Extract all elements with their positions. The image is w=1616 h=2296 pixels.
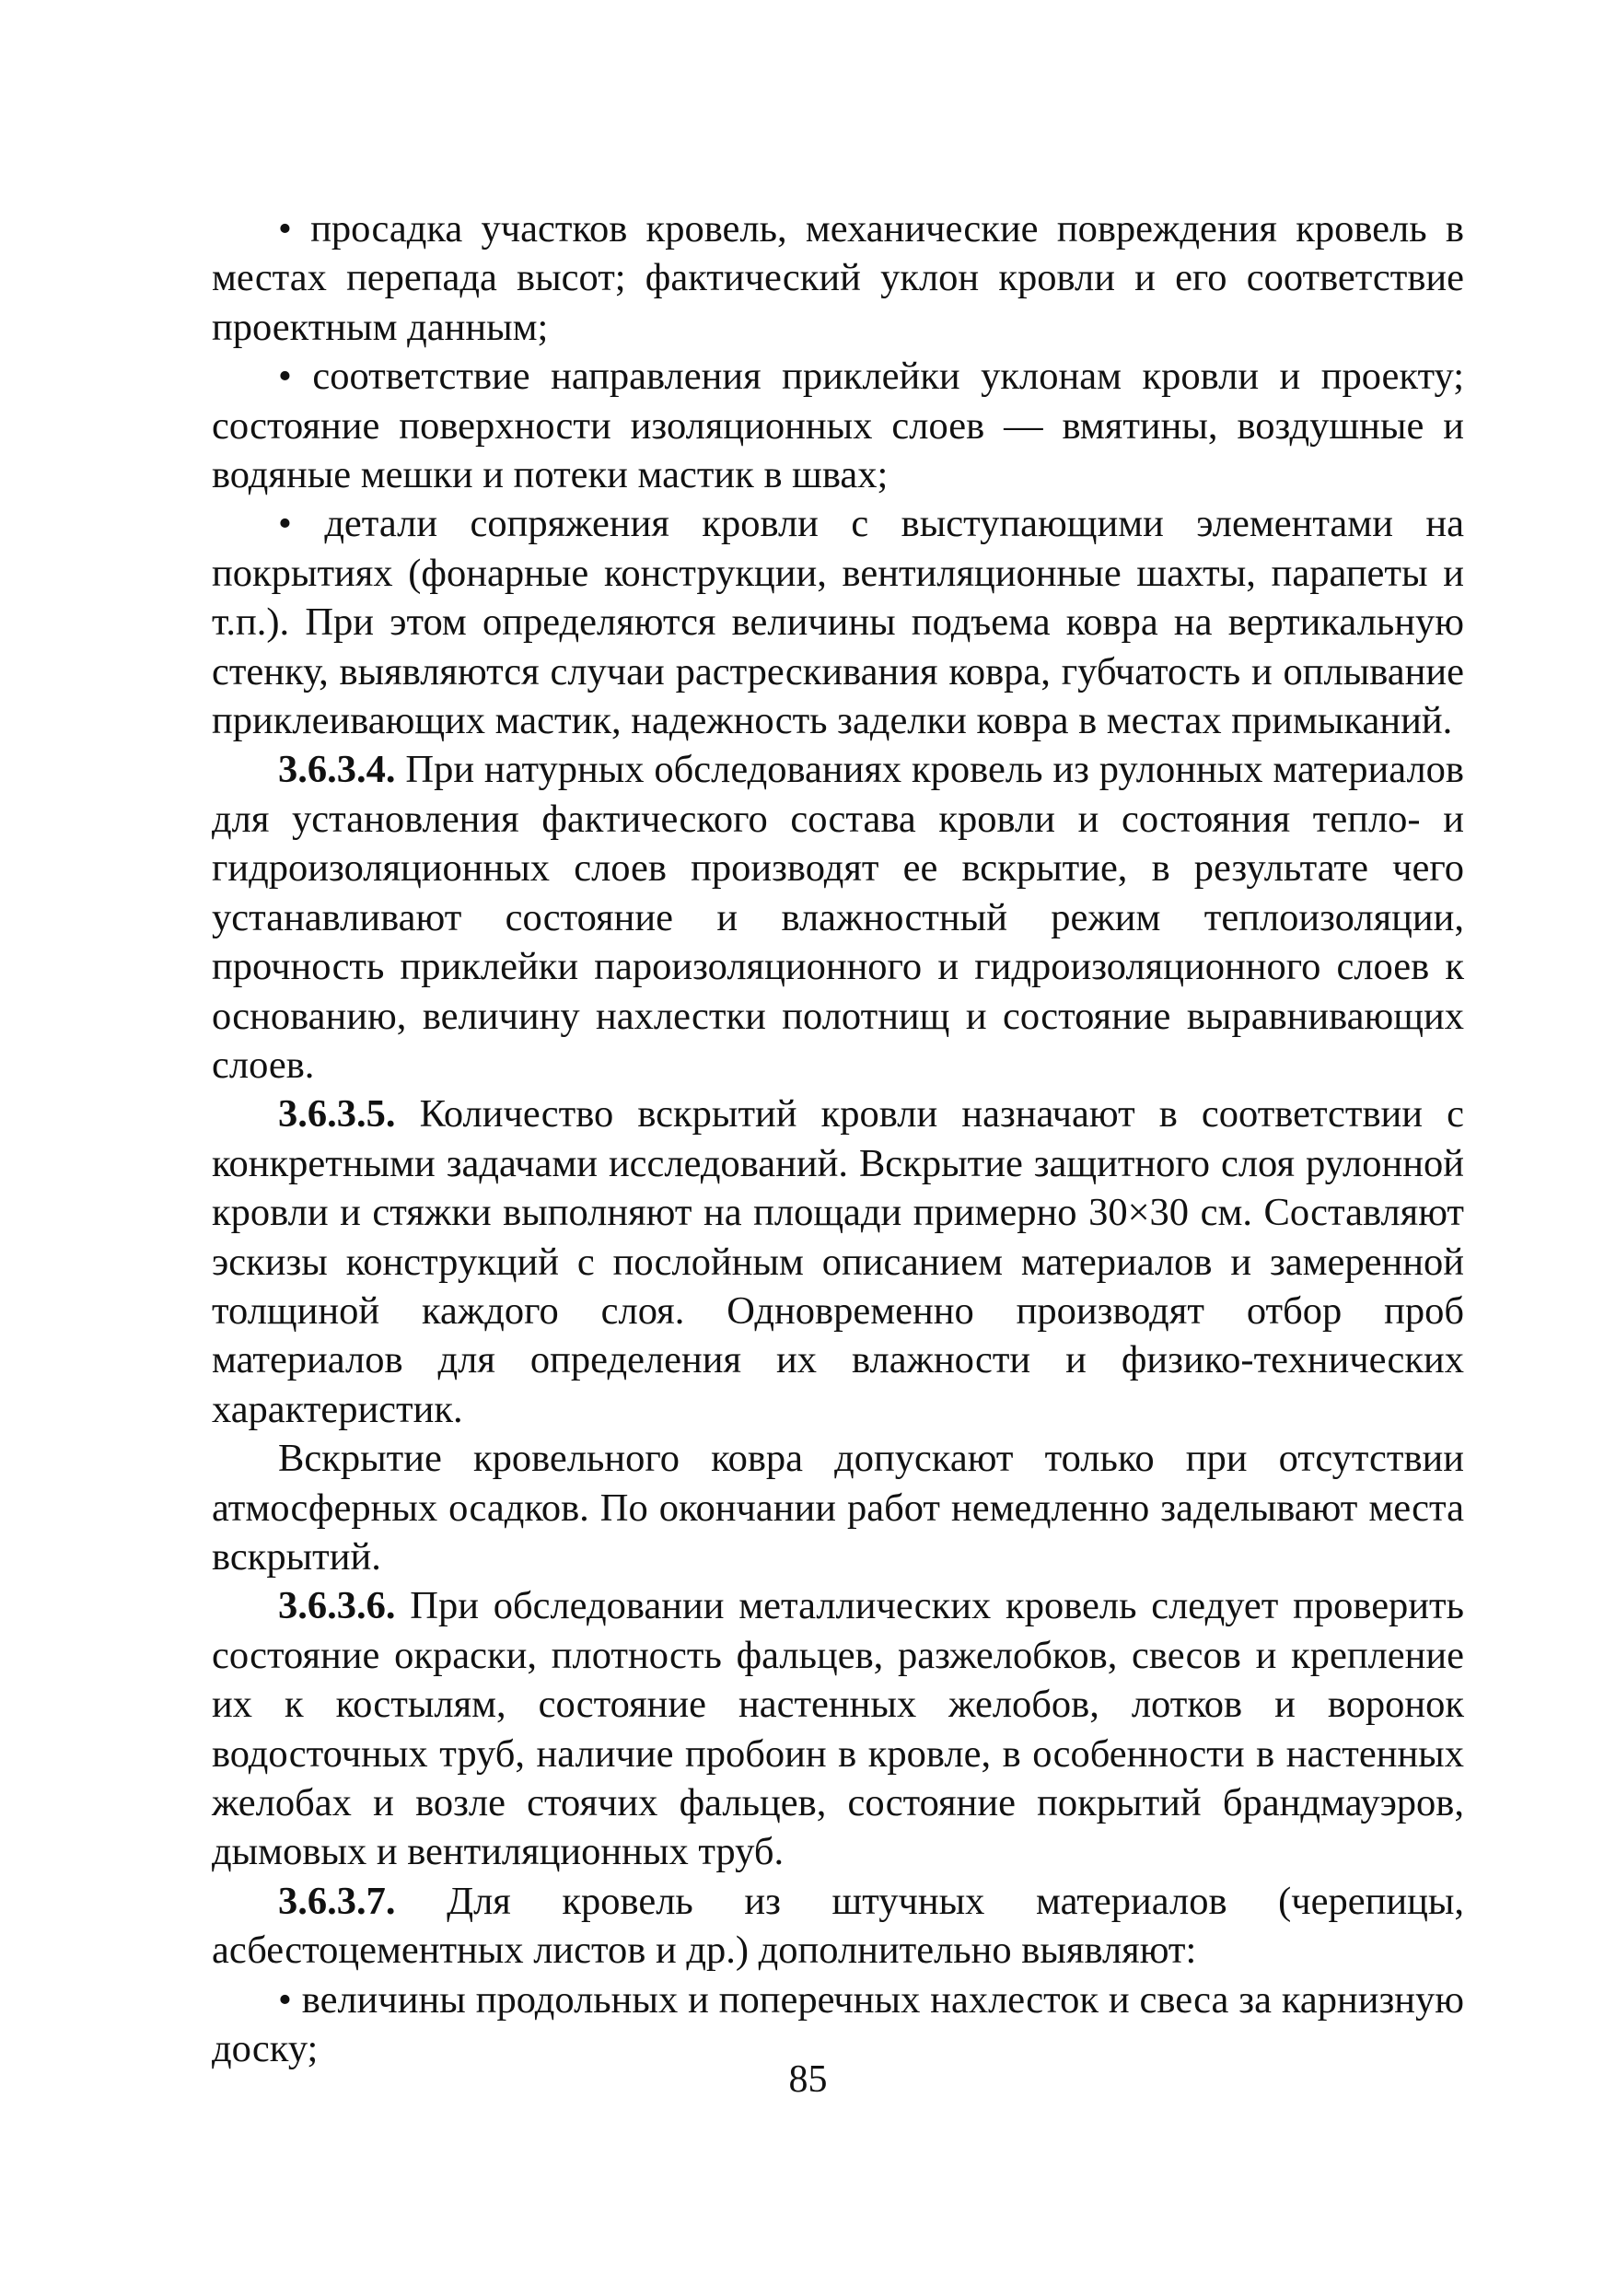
paragraph-text: Количество вскрытий кровли назначают в соответствии с конкретными задачами исследований. Вскрытие защитного слоя рулонной кровли и стяжки выполняют на площади примерно 30×30 см. Составляют эскизы конструкций с послойным описанием материалов и замеренной толщиной каждого слоя. Одновременно производят отбор проб материалов для определения их влажности и физико-технических характеристик. — [212, 1092, 1465, 1431]
paragraph-text: величины продольных и поперечных нахлесток и свеса за карнизную доску; — [212, 1977, 1464, 2071]
paragraph-text: При обследовании металлических кровель следует проверить состояние окраски, плотность фальцев, разжелобков, свесов и крепление их к костылям, состояние настенных желобов, лотков и воронок водосточных труб, наличие пробоин в кровле, в особенности в настенных желобах и возле стоячих фальцев, состояние покрытий брандмауэров, дымовых и вентиляционных труб. — [212, 1584, 1465, 1874]
section-number: 3.6.3.7. — [278, 1879, 396, 1923]
bullet-item — [212, 499, 1464, 745]
numbered-paragraph — [212, 1581, 1464, 1876]
section-number: 3.6.3.4. — [278, 748, 396, 792]
paragraph-text: Вскрытие кровельного ковра допускают только при отсутствии атмосферных осадков. По окончании работ немедленно заделывают места вскрытий. — [212, 1437, 1464, 1579]
paragraph-text: детали сопряжения кровли с выступающими элементами на покрытиях (фонарные конструкции, вентиляционные шахты, парапеты и т.п.). При этом определяются величины подъема ковра на вертикальную стенку, выявляются случаи растрескивания ковра, губчатость и оплывание приклеивающих мастик, надежность заделки ковра в местах примыканий. — [212, 502, 1464, 743]
page-number: 85 — [788, 2058, 828, 2101]
paragraph-text: При натурных обследованиях кровель из рулонных материалов для установления фактического состава кровли и состояния тепло- и гидроизоляционных слоев производят ее вскрытие, в результате чего устанавливают состояние и влажностный режим теплоизоляции, прочность приклейки пароизоляционного и гидроизоляционного слоев к основанию, величину нахлестки полотнищ и состояние выравнивающих слоев. — [212, 748, 1464, 1087]
paragraph-text: просадка участков кровель, механические повреждения кровель в местах перепада высот; фактический уклон кровли и его соответствие проектным данным; — [212, 207, 1464, 349]
section-number: 3.6.3.6. — [278, 1584, 396, 1628]
bullet-item — [212, 204, 1464, 352]
paragraph-text: соответствие направления приклейки уклонам кровли и проекту; состояние поверхности изоляционных слоев — вмятины, воздушные и водяные мешки и потеки мастик в швах; — [212, 355, 1464, 497]
section-number: 3.6.3.5. — [278, 1092, 396, 1136]
numbered-paragraph — [212, 745, 1464, 1090]
numbered-paragraph — [212, 1877, 1464, 1975]
page-body — [212, 204, 1464, 2073]
paragraph — [212, 1434, 1464, 1581]
paragraph-text: Для кровель из штучных материалов (черепицы, асбестоцементных листов и др.) дополнительно выявляют: — [212, 1879, 1465, 1973]
bullet-item — [212, 352, 1464, 499]
numbered-paragraph — [212, 1090, 1464, 1434]
